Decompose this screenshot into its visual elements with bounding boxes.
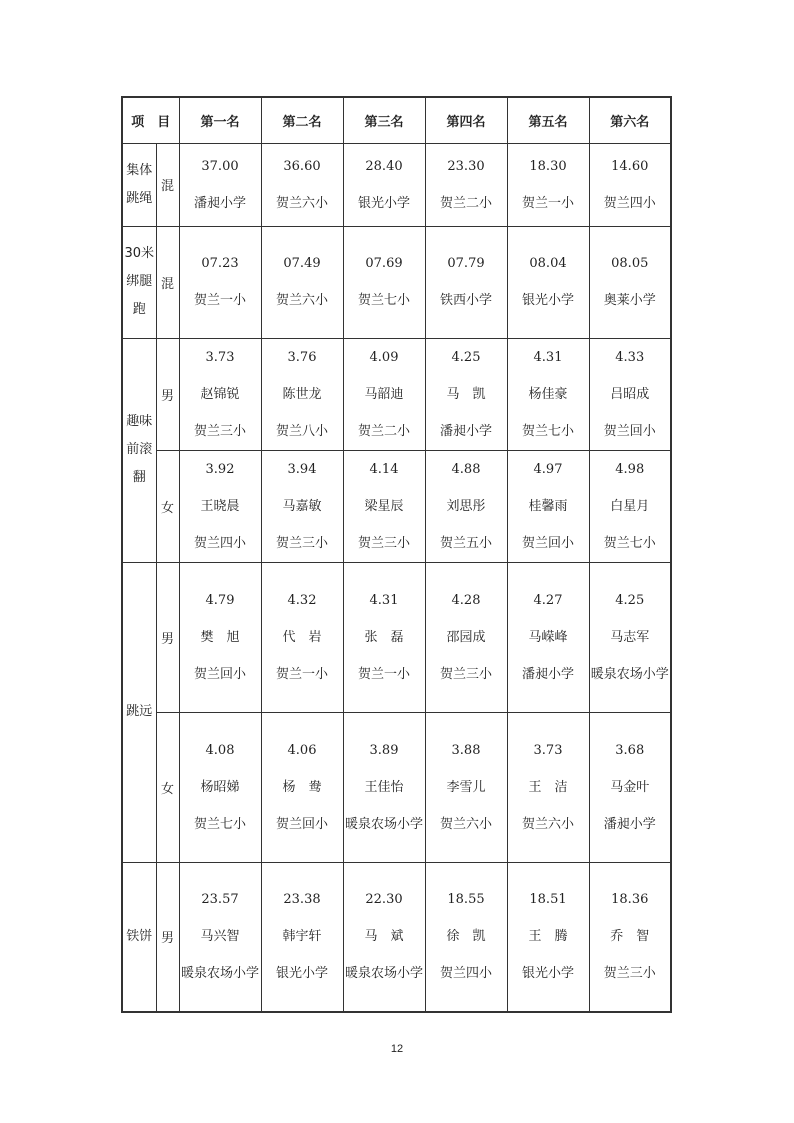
- score-text: 28.40: [365, 158, 403, 174]
- place-header: 第一名: [179, 97, 261, 143]
- score-text: 4.14: [369, 461, 399, 477]
- score-text: 4.25: [615, 592, 645, 608]
- result-row: [122, 862, 671, 1012]
- result-cell: [179, 450, 261, 562]
- athlete-text: 马金叶: [610, 779, 650, 795]
- score-text: 4.97: [533, 461, 563, 477]
- result-cell: [507, 562, 589, 712]
- school-text: 贺兰七小: [521, 423, 574, 439]
- result-cell: [261, 450, 343, 562]
- athlete-text: 王 洁: [528, 779, 568, 795]
- place-header: 第四名: [425, 97, 507, 143]
- score-text: 4.28: [451, 592, 481, 608]
- school-text: 贺兰一小: [275, 666, 328, 682]
- result-row: [122, 712, 671, 862]
- school-text: 暖泉农场小学: [180, 966, 259, 982]
- school-text: 贺兰八小: [275, 423, 328, 439]
- score-text: 22.30: [365, 892, 403, 908]
- event-name: 30米绑腿跑: [122, 226, 156, 338]
- school-text: 贺兰四小: [193, 535, 246, 551]
- score-text: 3.88: [451, 742, 481, 758]
- sex-label: 女: [156, 450, 179, 562]
- school-text: 银光小学: [521, 293, 574, 308]
- score-text: 18.30: [529, 158, 567, 174]
- score-text: 07.69: [365, 256, 403, 271]
- result-cell: [343, 143, 425, 226]
- school-text: 贺兰七小: [193, 816, 246, 832]
- athlete-text: 梁星辰: [364, 498, 404, 514]
- school-text: 贺兰七小: [603, 535, 656, 551]
- result-cell: [507, 712, 589, 862]
- result-cell: [261, 712, 343, 862]
- athlete-text: 马 凯: [446, 386, 486, 402]
- school-text: 贺兰回小: [193, 666, 246, 682]
- school-text: 贺兰六小: [275, 293, 328, 308]
- result-row: [122, 562, 671, 712]
- athlete-text: 邵园成: [446, 629, 486, 645]
- sex-label: 男: [156, 862, 179, 1012]
- score-text: 08.05: [611, 256, 649, 271]
- sex-label: 男: [156, 338, 179, 450]
- athlete-text: 杨 鸯: [282, 779, 322, 795]
- result-cell: [589, 862, 671, 1012]
- score-text: 3.89: [369, 742, 399, 758]
- school-text: 贺兰回小: [603, 423, 656, 439]
- result-cell: [425, 226, 507, 338]
- result-cell: [507, 450, 589, 562]
- place-header: 第三名: [343, 97, 425, 143]
- school-text: 贺兰一小: [193, 293, 246, 308]
- athlete-text: 樊 旭: [200, 629, 240, 645]
- score-text: 18.36: [611, 892, 649, 908]
- athlete-text: 刘思彤: [446, 498, 486, 514]
- result-cell: [507, 338, 589, 450]
- school-text: 贺兰一小: [357, 666, 410, 682]
- result-cell: [425, 562, 507, 712]
- result-cell: [425, 338, 507, 450]
- result-cell: [179, 562, 261, 712]
- school-text: 铁西小学: [439, 293, 492, 308]
- score-text: 37.00: [201, 158, 239, 174]
- score-text: 3.73: [205, 349, 235, 365]
- school-text: 贺兰三小: [603, 966, 656, 982]
- athlete-text: 马 斌: [364, 929, 404, 945]
- result-row: [122, 338, 671, 450]
- athlete-text: 王 腾: [528, 929, 568, 945]
- school-text: 贺兰回小: [521, 535, 574, 551]
- school-text: 潘昶小学: [439, 423, 492, 439]
- result-cell: [179, 862, 261, 1012]
- score-text: 07.23: [201, 256, 239, 271]
- athlete-text: 王佳怡: [364, 779, 404, 795]
- result-cell: [343, 226, 425, 338]
- result-cell: [261, 862, 343, 1012]
- school-text: 贺兰四小: [603, 195, 656, 211]
- score-text: 4.98: [615, 461, 645, 477]
- result-row: [122, 226, 671, 338]
- result-cell: [179, 143, 261, 226]
- school-text: 贺兰三小: [193, 423, 246, 439]
- school-text: 暖泉农场小学: [344, 966, 423, 982]
- score-text: 3.76: [287, 349, 317, 365]
- athlete-text: 韩宇轩: [282, 929, 322, 945]
- school-text: 贺兰三小: [357, 535, 410, 551]
- sex-label: 男: [156, 562, 179, 712]
- result-cell: [589, 450, 671, 562]
- score-text: 3.68: [615, 742, 645, 758]
- result-cell: [507, 226, 589, 338]
- result-cell: [261, 226, 343, 338]
- result-cell: [425, 862, 507, 1012]
- athlete-text: 白星月: [610, 498, 650, 514]
- score-text: 23.38: [283, 892, 321, 908]
- score-text: 07.79: [447, 256, 485, 271]
- score-text: 14.60: [611, 158, 649, 174]
- score-text: 4.31: [369, 592, 399, 608]
- place-header: 第二名: [261, 97, 343, 143]
- result-cell: [343, 712, 425, 862]
- school-text: 贺兰七小: [357, 293, 410, 308]
- result-cell: [507, 862, 589, 1012]
- athlete-text: 陈世龙: [282, 386, 322, 402]
- athlete-text: 马嵘峰: [528, 629, 568, 645]
- score-text: 07.49: [283, 256, 321, 271]
- score-text: 4.08: [205, 742, 235, 758]
- result-cell: [589, 562, 671, 712]
- score-text: 4.06: [287, 742, 317, 758]
- school-text: 暖泉农场小学: [344, 816, 423, 832]
- score-text: 3.92: [205, 461, 235, 477]
- score-text: 4.79: [205, 592, 235, 608]
- athlete-text: 马嘉敏: [282, 498, 322, 514]
- score-text: 4.32: [287, 592, 317, 608]
- score-text: 4.27: [533, 592, 563, 608]
- school-text: 银光小学: [357, 195, 410, 211]
- athlete-text: 代 岩: [282, 629, 322, 645]
- school-text: 贺兰四小: [439, 966, 492, 982]
- school-text: 贺兰回小: [275, 816, 328, 832]
- athlete-text: 桂馨雨: [528, 498, 568, 514]
- school-text: 贺兰一小: [521, 195, 574, 211]
- athlete-text: 马兴智: [200, 929, 240, 945]
- result-row: [122, 450, 671, 562]
- event-name: 跳远: [122, 562, 156, 862]
- athlete-text: 杨佳豪: [528, 386, 568, 402]
- score-text: 23.30: [447, 158, 485, 174]
- athlete-text: 赵锦锐: [200, 386, 240, 402]
- score-text: 4.09: [369, 349, 399, 365]
- result-cell: [261, 562, 343, 712]
- school-text: 银光小学: [275, 966, 328, 982]
- result-cell: [589, 226, 671, 338]
- result-cell: [261, 338, 343, 450]
- score-text: 18.55: [447, 892, 485, 908]
- result-cell: [589, 338, 671, 450]
- school-text: 贺兰二小: [439, 195, 492, 211]
- athlete-text: 徐 凯: [446, 929, 486, 945]
- school-text: 银光小学: [521, 966, 574, 982]
- athlete-text: 杨昭娣: [200, 779, 240, 795]
- school-text: 贺兰六小: [275, 195, 328, 211]
- sex-label: 混: [156, 143, 179, 226]
- result-cell: [343, 562, 425, 712]
- result-cell: [261, 143, 343, 226]
- page-number: 12: [390, 1043, 404, 1055]
- header-row: [122, 97, 671, 143]
- result-cell: [589, 143, 671, 226]
- result-cell: [179, 338, 261, 450]
- school-text: 潘昶小学: [521, 666, 574, 682]
- event-name: 集体跳绳: [122, 143, 156, 226]
- school-text: 贺兰六小: [439, 816, 492, 832]
- school-text: 贺兰二小: [357, 423, 410, 439]
- result-cell: [425, 143, 507, 226]
- score-text: 4.33: [615, 349, 645, 365]
- athlete-text: 乔 智: [610, 929, 650, 945]
- school-text: 贺兰六小: [521, 816, 574, 832]
- athlete-text: 王晓晨: [200, 498, 240, 514]
- score-text: 3.94: [287, 461, 317, 477]
- score-text: 3.73: [533, 742, 563, 758]
- result-cell: [507, 143, 589, 226]
- score-text: 4.25: [451, 349, 481, 365]
- school-text: 潘昶小学: [603, 816, 656, 832]
- athlete-text: 马志军: [610, 629, 650, 645]
- score-text: 36.60: [283, 158, 321, 174]
- score-text: 4.88: [451, 461, 481, 477]
- school-text: 潘昶小学: [193, 195, 246, 211]
- score-text: 08.04: [529, 256, 567, 271]
- result-cell: [343, 338, 425, 450]
- school-text: 暖泉农场小学: [590, 666, 669, 682]
- score-text: 23.57: [201, 892, 239, 908]
- place-header: 第六名: [589, 97, 671, 143]
- result-row: [122, 143, 671, 226]
- place-header: 第五名: [507, 97, 589, 143]
- event-name: 趣味前滚翻: [122, 338, 156, 562]
- event-name: 铁饼: [122, 862, 156, 1012]
- athlete-text: 李雪儿: [446, 779, 486, 795]
- item-header: 项 目: [122, 97, 179, 143]
- sex-label: 女: [156, 712, 179, 862]
- results-table: [121, 96, 672, 1013]
- sex-label: 混: [156, 226, 179, 338]
- school-text: 贺兰三小: [275, 535, 328, 551]
- result-cell: [343, 450, 425, 562]
- result-cell: [425, 450, 507, 562]
- result-cell: [179, 226, 261, 338]
- score-text: 18.51: [529, 892, 567, 908]
- result-cell: [179, 712, 261, 862]
- result-cell: [425, 712, 507, 862]
- athlete-text: 马韶迪: [364, 386, 404, 402]
- athlete-text: 吕昭成: [610, 386, 650, 402]
- school-text: 贺兰三小: [439, 666, 492, 682]
- score-text: 4.31: [533, 349, 563, 365]
- athlete-text: 张 磊: [364, 629, 404, 645]
- school-text: 贺兰五小: [439, 535, 492, 551]
- school-text: 奥莱小学: [603, 293, 656, 308]
- result-cell: [589, 712, 671, 862]
- result-cell: [343, 862, 425, 1012]
